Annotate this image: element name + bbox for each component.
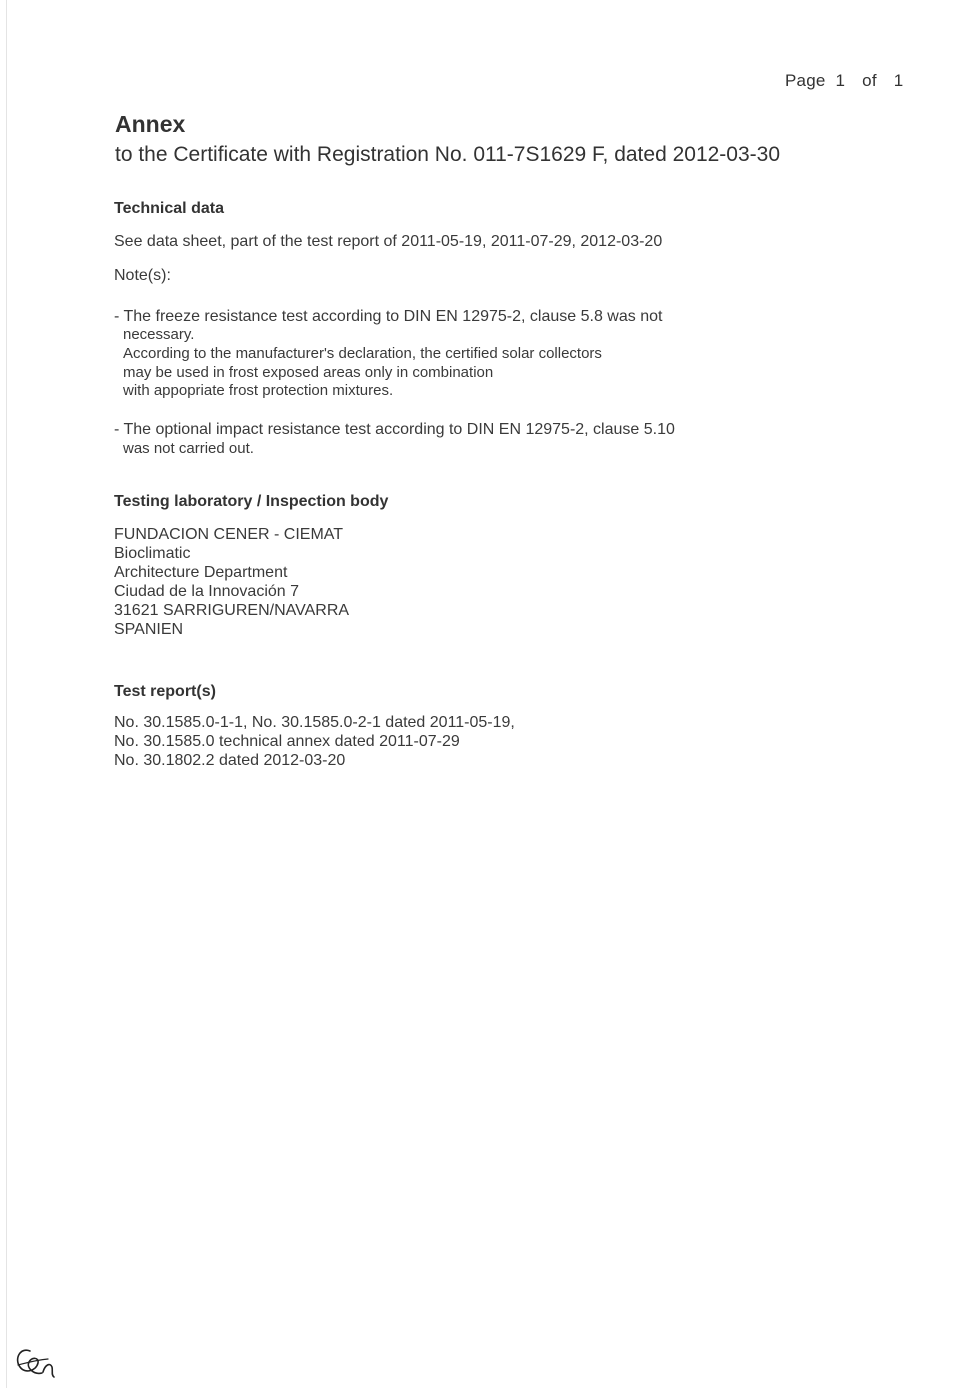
laboratory-address-line: SPANIEN xyxy=(114,621,184,638)
of-label: of xyxy=(862,71,877,90)
note2-line: - The optional impact resistance test according to DIN EN 12975-2, clause 5.10 xyxy=(114,421,675,438)
test-report-line: No. 30.1585.0 technical annex dated 2011-07-29 xyxy=(114,733,460,750)
handwritten-initials-icon xyxy=(12,1345,62,1381)
test-reports-heading: Test report(s) xyxy=(114,683,216,700)
note1-line: necessary. xyxy=(123,326,195,343)
page-indicator xyxy=(785,71,903,91)
laboratory-heading: Testing laboratory / Inspection body xyxy=(114,493,389,510)
note2-line: was not carried out. xyxy=(123,440,254,457)
laboratory-address-line: Architecture Department xyxy=(114,564,288,581)
note1-line: may be used in frost exposed areas only in combination xyxy=(123,364,494,381)
page-label: Page xyxy=(785,71,826,90)
laboratory-address-line: Ciudad de la Innovación 7 xyxy=(114,583,300,600)
test-report-line: No. 30.1585.0-1-1, No. 30.1585.0-2-1 dated 2011-05-19, xyxy=(114,714,515,731)
technical-data-heading: Technical data xyxy=(114,200,224,217)
page-number: 1 xyxy=(835,71,846,90)
laboratory-address-line: 31621 SARRIGUREN/NAVARRA xyxy=(114,602,350,619)
annex-title: Annex xyxy=(115,111,186,137)
test-report-line: No. 30.1802.2 dated 2012-03-20 xyxy=(114,752,346,769)
note1-line: with appopriate frost protection mixtures. xyxy=(123,382,394,399)
page-total: 1 xyxy=(893,71,904,90)
laboratory-address-line: Bioclimatic xyxy=(114,545,191,562)
note1-line: According to the manufacturer's declaration, the certified solar collectors xyxy=(123,345,602,362)
laboratory-address-line: FUNDACION CENER - CIEMAT xyxy=(114,526,344,543)
annex-subtitle: to the Certificate with Registration No. 011-7S1629 F, dated 2012-03-30 xyxy=(115,143,781,166)
note1-line: - The freeze resistance test according to DIN EN 12975-2, clause 5.8 was not xyxy=(114,308,663,325)
page-edge xyxy=(6,0,7,1388)
technical-data-text: See data sheet, part of the test report of 2011-05-19, 2011-07-29, 2012-03-20 xyxy=(114,233,663,250)
notes-label: Note(s): xyxy=(114,267,171,284)
